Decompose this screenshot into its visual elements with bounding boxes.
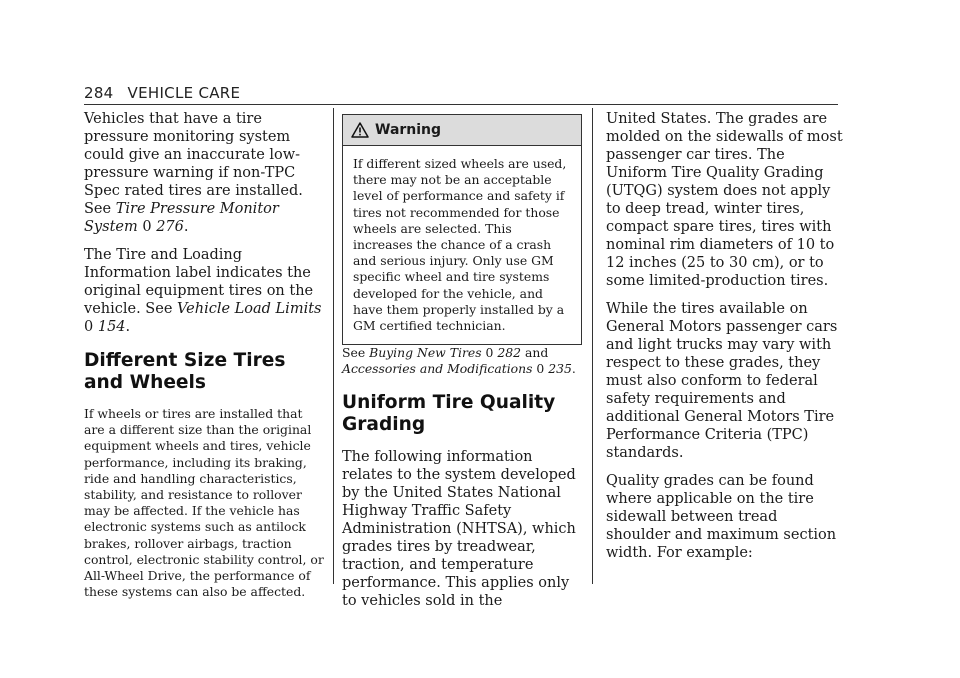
column-divider-1 — [333, 108, 334, 584]
paragraph-utqg-scope: United States. The grades are molded on the sidewalls of most passenger car tires. The Uniform Tire Quality Grading (UTQG) system does not apply to deep tread, winter tires, compact spare tires, tires with nominal rim diameters of 10 to 12 inches (25 to 30 cm), or to some limited-production tires. — [606, 111, 843, 289]
column-2 — [342, 110, 582, 620]
paragraph-loading-label: The Tire and Loading Information label indicates the original equipment tires on the vehicle. See Vehicle Load Limits 0 154. — [84, 247, 322, 335]
header-rule — [84, 104, 838, 105]
see-also-line: See Buying New Tires 0 282 and Accessories and Modifications 0 235. — [342, 345, 576, 377]
section-title: VEHICLE CARE — [127, 84, 241, 102]
page-ref-icon: 0 — [142, 219, 152, 235]
page-number: 284 — [84, 84, 114, 102]
column-3 — [606, 110, 846, 572]
warning-box — [342, 114, 582, 345]
paragraph-gm-tpc: While the tires available on General Motors passenger cars and light trucks may vary with respect to these grades, they must also conform to federal safety requirements and additional General Motors Tire Performance Criteria (TPC) standards. — [606, 301, 838, 461]
xref-buying-new-tires[interactable]: Buying New Tires — [369, 345, 482, 361]
xref-tire-pressure-monitor[interactable]: Tire Pressure Monitor System — [84, 201, 279, 235]
page-ref-icon: 0 — [536, 361, 545, 377]
paragraph-utqg-intro: The following information relates to the system developed by the United States National Highway Traffic Safety Administration (NHTSA), which grades tires by treadwear, traction, and temperature performance. This applies only to vehicles sold in the — [342, 448, 576, 609]
page-link-276[interactable]: 276 — [156, 219, 184, 235]
page-header — [84, 84, 240, 102]
page-link-235[interactable]: 235 — [548, 361, 572, 377]
warning-title: Warning — [375, 122, 442, 138]
page-link-154[interactable]: 154 — [97, 319, 126, 335]
warning-triangle-icon — [351, 122, 369, 138]
page-ref-icon: 0 — [84, 319, 94, 335]
paragraph-tpms: Vehicles that have a tire pressure monitoring system could give an inaccurate low-pressure warning if non-TPC Spec rated tires are installed. See Tire Pressure Monitor System 0 276. — [84, 111, 303, 235]
xref-vehicle-load-limits[interactable]: Vehicle Load Limits — [177, 301, 322, 317]
heading-different-size-tires: Different Size Tires and Wheels — [84, 350, 286, 393]
warning-header — [343, 115, 581, 146]
page-link-282[interactable]: 282 — [497, 345, 522, 361]
warning-text: If different sized wheels are used, there may not be an acceptable level of performance and safety if tires not recommended for those wheels are selected. This increases the chance of a crash and serious injury. Only use GM specific wheel and tire systems developed for the vehicle, and have them properly installed by a GM certified technician. — [353, 156, 567, 334]
column-divider-2 — [592, 108, 593, 584]
warning-body — [343, 146, 581, 344]
paragraph-different-size: If wheels or tires are installed that are a different size than the original equipment wheels and tires, vehicle performance, including its braking, ride and handling characteristics, stability, and resistance to rollover may be affected. If the vehicle has electronic systems such as antilock brakes, rollover airbags, traction control, electronic stability control, or All-Wheel Drive, the performance of these systems can also be affected. — [84, 406, 324, 600]
xref-accessories-modifications[interactable]: Accessories and Modifications — [342, 361, 533, 377]
heading-utqg: Uniform Tire Quality Grading — [342, 391, 556, 435]
paragraph-quality-grades: Quality grades can be found where applicable on the tire sidewall between tread shoulder and maximum section width. For example: — [606, 473, 837, 561]
column-1 — [84, 110, 324, 600]
page-ref-icon: 0 — [485, 345, 494, 361]
